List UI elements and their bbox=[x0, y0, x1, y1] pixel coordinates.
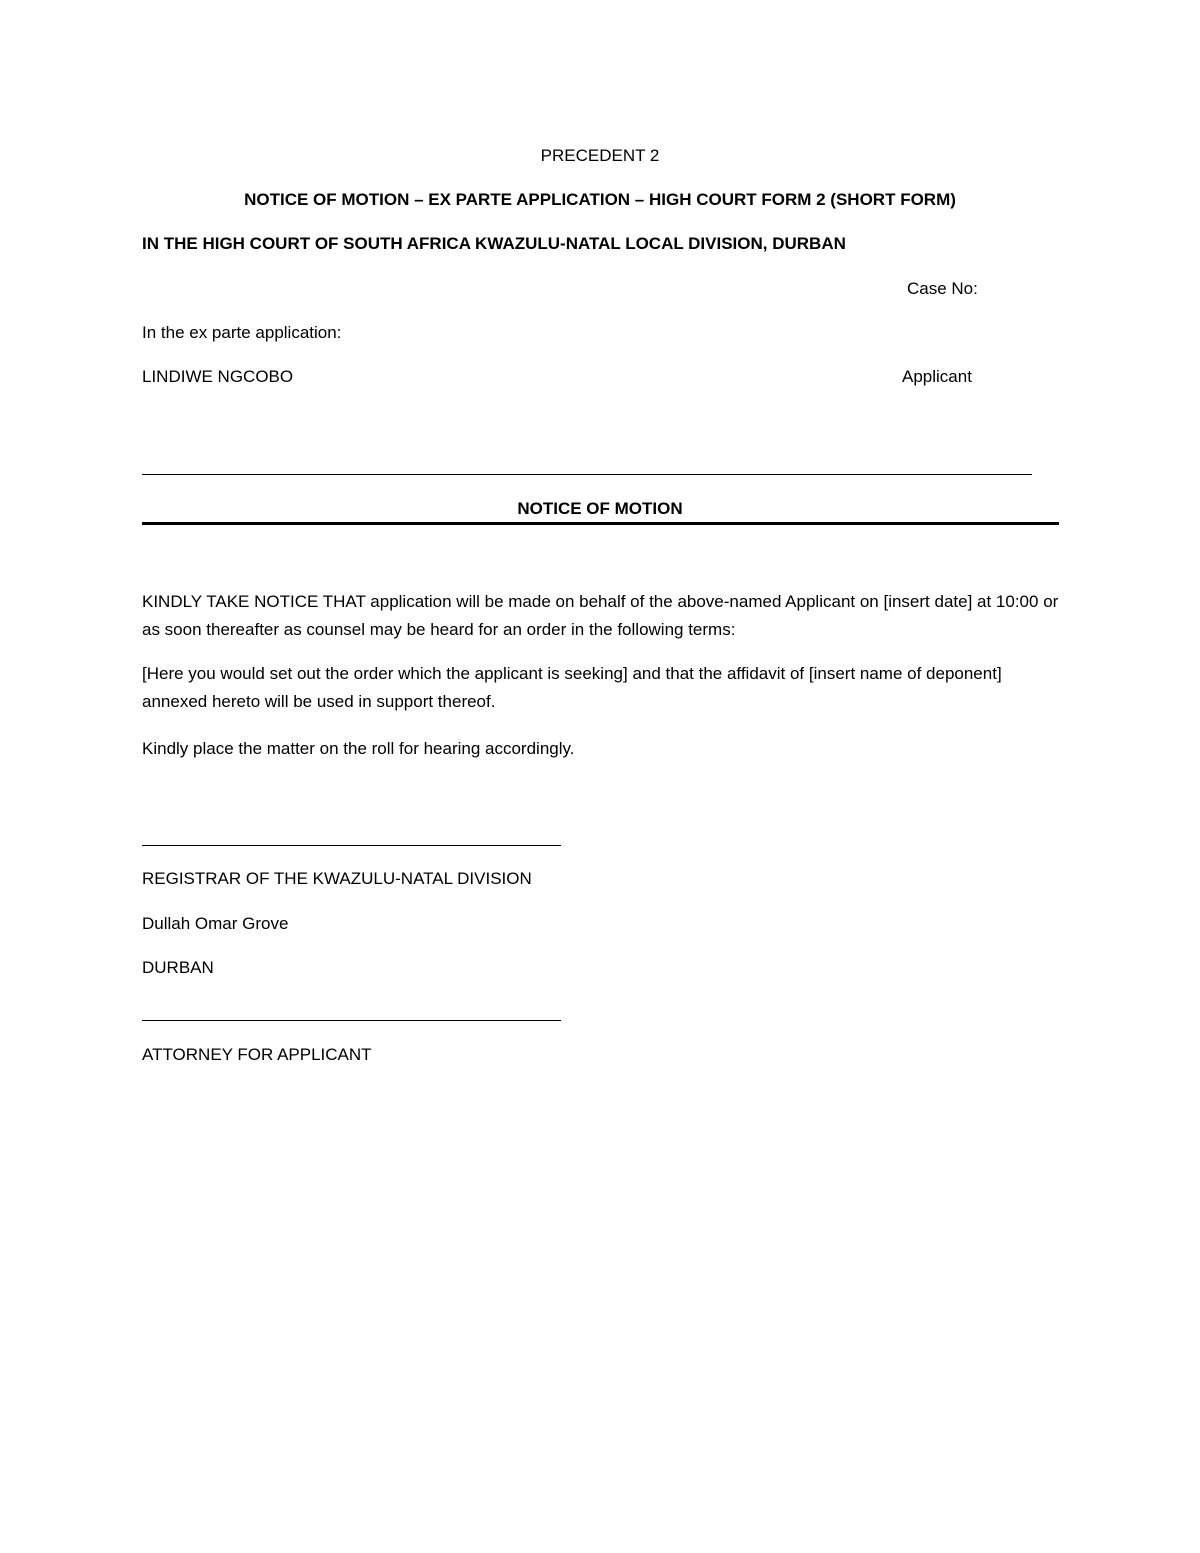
attorney-label: ATTORNEY FOR APPLICANT bbox=[142, 1045, 372, 1064]
court-heading: IN THE HIGH COURT OF SOUTH AFRICA KWAZULU-NATAL LOCAL DIVISION, DURBAN bbox=[142, 234, 846, 253]
precedent-label: PRECEDENT 2 bbox=[540, 146, 660, 165]
applicant-role: Applicant bbox=[902, 367, 972, 386]
registrar-title: REGISTRAR OF THE KWAZULU-NATAL DIVISION bbox=[142, 869, 532, 888]
form-title: NOTICE OF MOTION – EX PARTE APPLICATION – HIGH COURT FORM 2 (SHORT FORM) bbox=[244, 190, 956, 209]
applicant-name: LINDIWE NGCOBO bbox=[142, 367, 294, 386]
registrar-signature-line bbox=[142, 845, 561, 846]
notice-heading-underline bbox=[142, 522, 1059, 525]
ex-parte-intro: In the ex parte application: bbox=[142, 323, 342, 342]
registrar-street: Dullah Omar Grove bbox=[142, 914, 289, 933]
registrar-city: DURBAN bbox=[142, 958, 214, 977]
notice-paragraph-3: Kindly place the matter on the roll for hearing accordingly. bbox=[142, 739, 575, 758]
notice-paragraph-1: KINDLY TAKE NOTICE THAT application will be made on behalf of the above-named Applicant on [insert date] at 10:00 or as soon thereafter as counsel may be heard for an order in the following terms: bbox=[142, 592, 1059, 639]
notice-paragraph-2: [Here you would set out the order which the applicant is seeking] and that the affidavit of [insert name of deponent] annexed hereto will be used in support thereof. bbox=[142, 664, 1002, 711]
party-separator-line bbox=[142, 474, 1032, 475]
attorney-signature-line bbox=[142, 1020, 561, 1021]
case-number-label: Case No: bbox=[907, 279, 978, 298]
notice-heading: NOTICE OF MOTION bbox=[517, 499, 683, 518]
